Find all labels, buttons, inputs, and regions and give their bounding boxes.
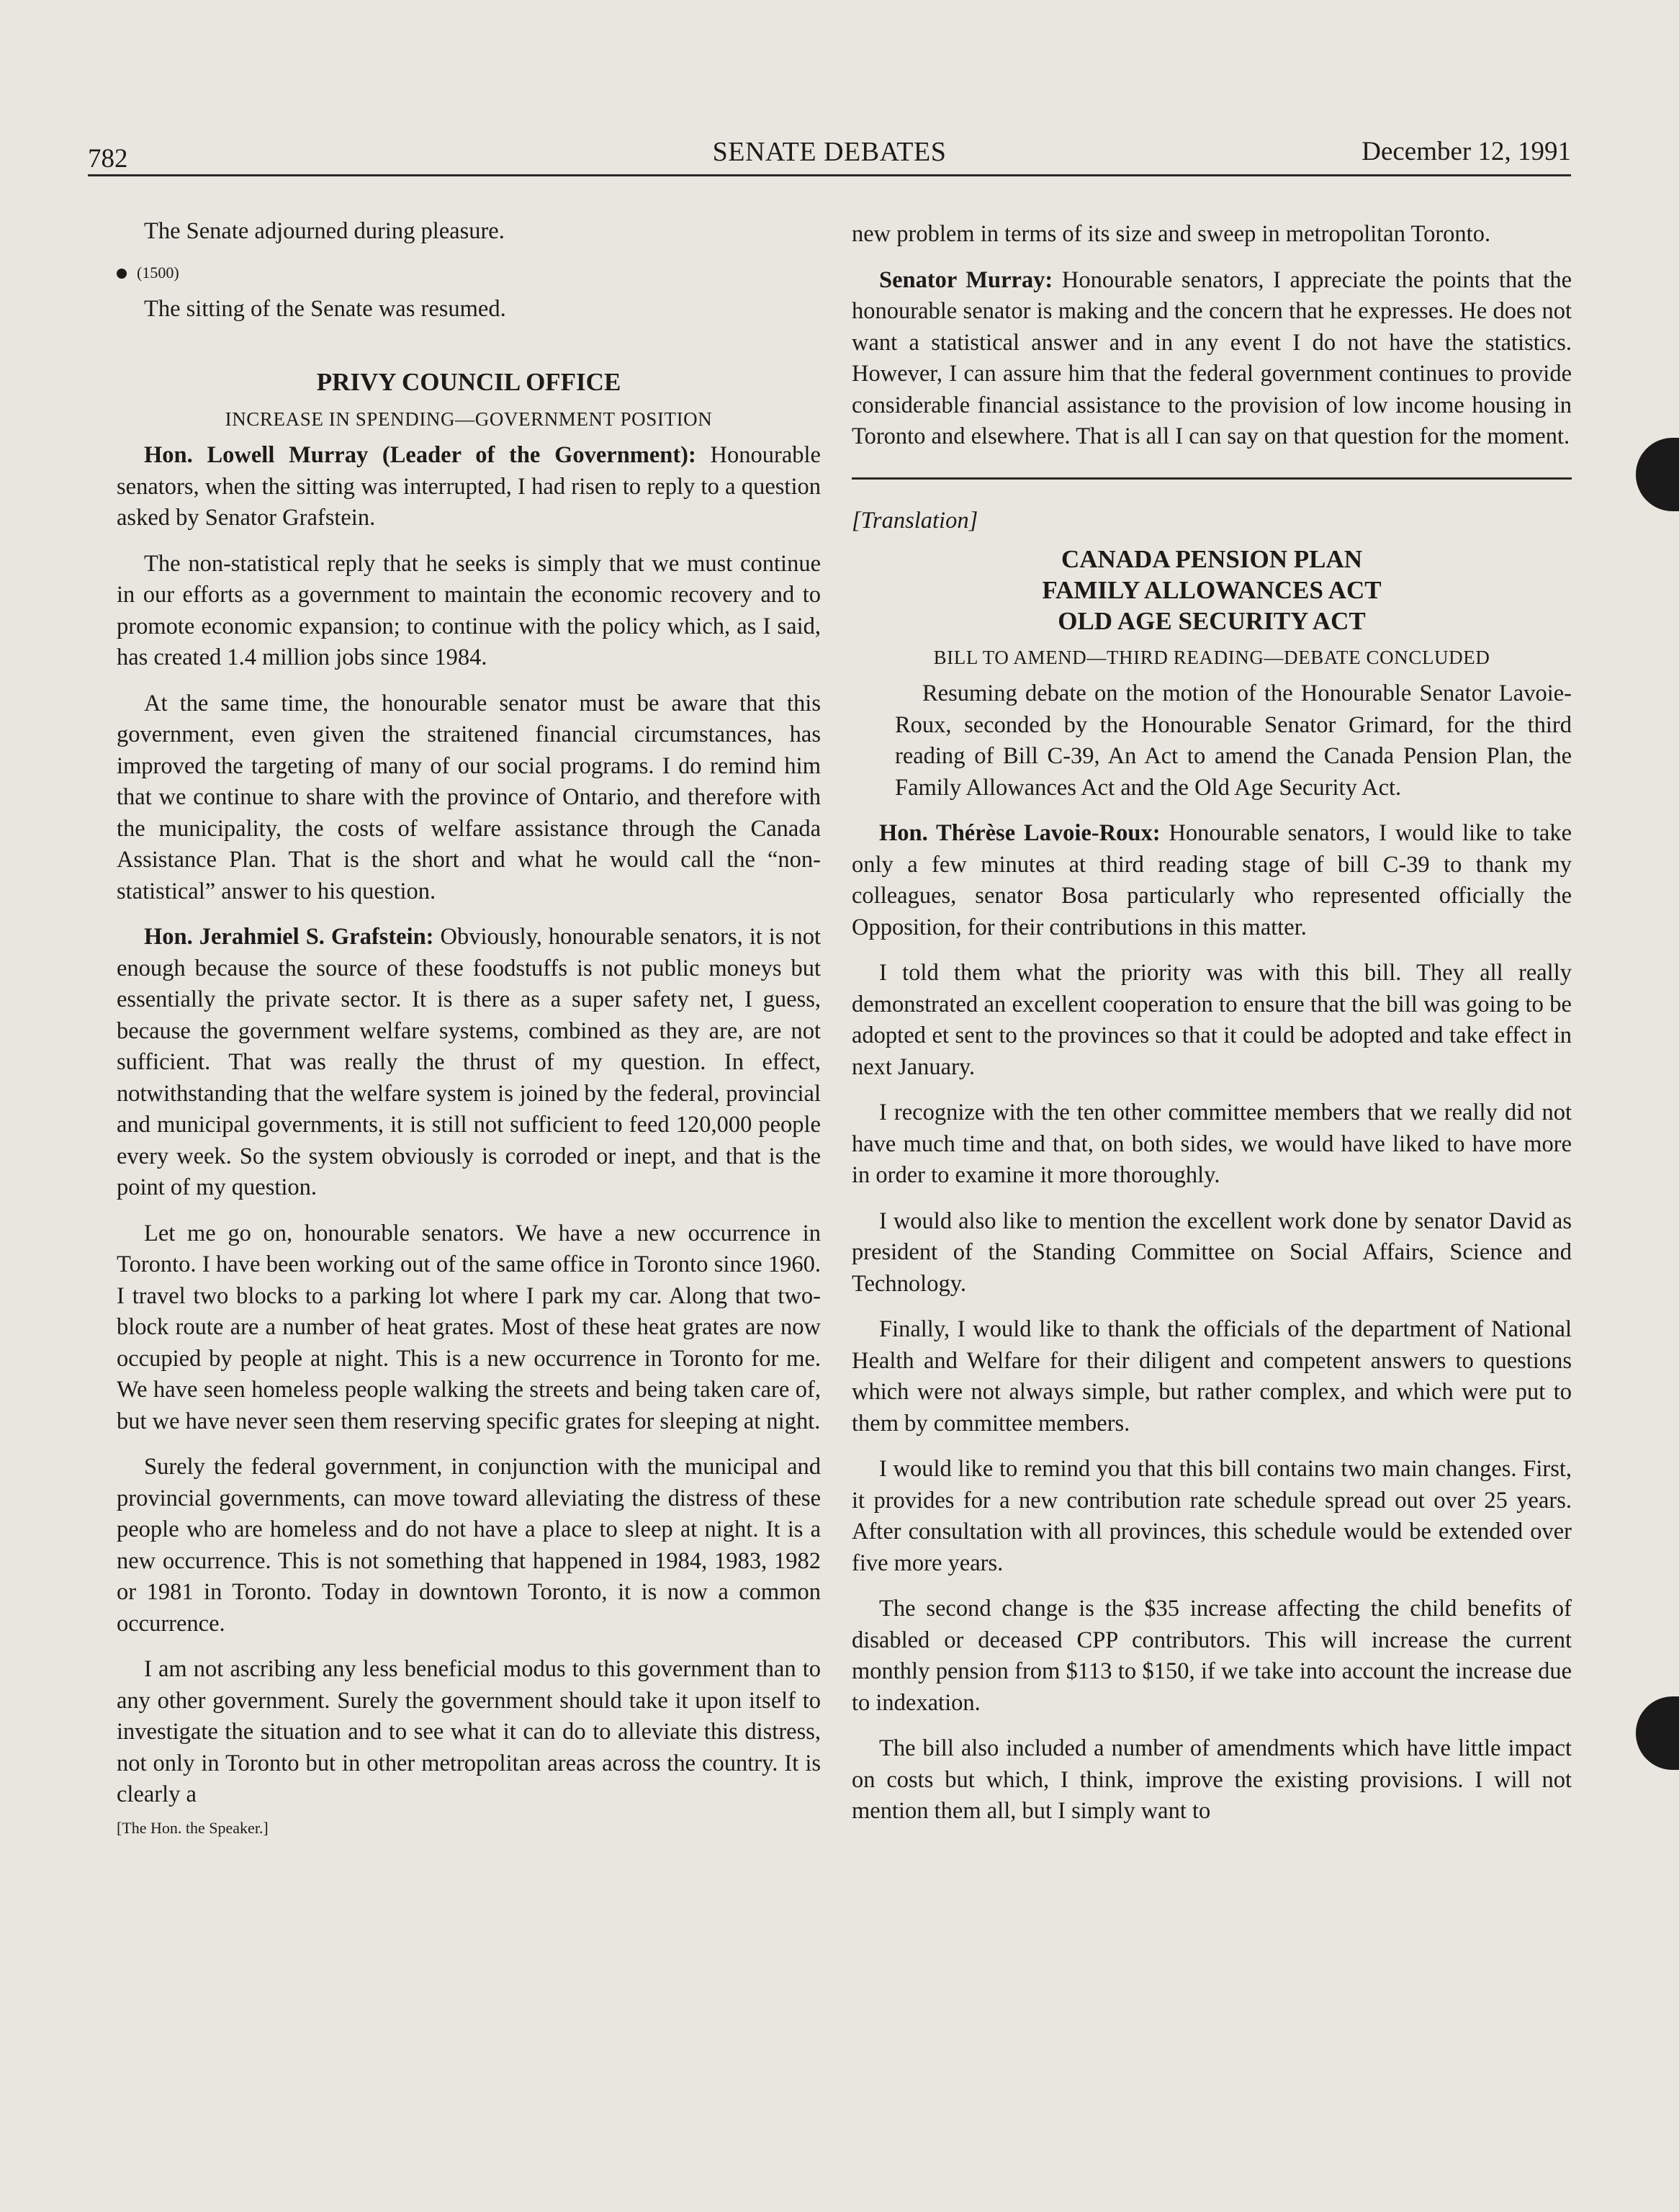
paragraph: Finally, I would like to thank the officials of the department of National Health and Welfare for their diligent and competent answers to questions which were not always simple, but rather complex, and which were put to them by committee members. xyxy=(852,1316,1572,1437)
section-divider xyxy=(852,477,1572,480)
speaker-note: [The Hon. the Speaker.] xyxy=(117,1818,269,1837)
bill-title-line: CANADA PENSION PLAN xyxy=(1061,545,1363,573)
bill-title xyxy=(852,544,1572,637)
paragraph: I recognize with the ten other committee members that we really did not have much time and that, on both sides, we would have liked to have more in order to examine it more thoroughly. xyxy=(852,1100,1572,1188)
time-marker-text: (1500) xyxy=(137,263,179,282)
bullet-icon xyxy=(117,269,127,279)
speech-text: Honourable senators, I would like to take only a few minutes at third reading stage of bill C-39 to thank my colleagues, senator Bosa particularly who represented officially the Opposition, for their contributions in this matter. xyxy=(852,820,1572,940)
bill-title-line: OLD AGE SECURITY ACT xyxy=(1058,607,1366,635)
paragraph: I would also like to mention the excellent work done by senator David as president of the Standing Committee on Social Affairs, Science and Technology. xyxy=(852,1208,1572,1297)
section-subtitle: INCREASE IN SPENDING—GOVERNMENT POSITION xyxy=(225,408,713,430)
paragraph: The sitting of the Senate was resumed. xyxy=(144,295,506,322)
paragraph: I would like to remind you that this bill contains two main changes. First, it provides for a new contribution rate schedule spread out over 25 years. After consultation with all provinces, this schedule would be extended over five more years. xyxy=(852,1456,1572,1576)
speaker-name: Hon. Jerahmiel S. Grafstein: xyxy=(144,924,434,950)
right-column xyxy=(852,219,1572,1842)
speech-text: Obviously, honourable senators, it is not enough because the source of these foodstuffs is not public moneys but essentially the private sector. It is there as a super safety net, I guess, because the government welfare systems, combined as they are, are not sufficient. That was really the thrust of my question. In effect, notwithstanding that the welfare system is joined by the federal, provincial and municipal governments, it is still not sufficient to feed 120,000 people every week. So the system obviously is corroded or inept, and that is the point of my question. xyxy=(117,924,821,1200)
paragraph xyxy=(117,440,821,534)
paragraph: The Senate adjourned during pleasure. xyxy=(144,218,505,244)
speaker-name: Senator Murray: xyxy=(879,266,1053,293)
section-title: PRIVY COUNCIL OFFICE xyxy=(316,368,621,396)
binder-hole-mark xyxy=(1636,1696,1679,1770)
paragraph: The non-statistical reply that he seeks is simply that we must continue in our efforts as a government to maintain the economic recovery and to promote economic expansion; to continue with the policy which, as I said, has created 1.4 million jobs since 1984. xyxy=(117,550,821,670)
bill-subtitle: BILL TO AMEND—THIRD READING—DEBATE CONCLUDED xyxy=(933,647,1490,668)
motion-text: Resuming debate on the motion of the Honourable Senator Lavoie-Roux, seconded by the Honourable Senator Grimard, for the third reading of Bill C-39, An Act to amend the Canada Pension Plan, the Family Allowances Act and the Old Age Security Act. xyxy=(895,680,1572,801)
paragraph xyxy=(117,922,821,1204)
speech-text: Honourable senators, when the sitting was interrupted, I had risen to reply to a question asked by Senator Grafstein. xyxy=(117,442,821,531)
binder-hole-mark xyxy=(1636,438,1679,511)
translation-note: [Translation] xyxy=(852,507,978,534)
page-header xyxy=(88,134,1571,176)
publication-date: December 12, 1991 xyxy=(1361,137,1571,166)
publication-title: SENATE DEBATES xyxy=(712,137,947,167)
paragraph: new problem in terms of its size and sweep in metropolitan Toronto. xyxy=(852,221,1491,247)
speech-text: Honourable senators, I appreciate the points that the honourable senator is making and the concern that he expresses. He does not want a statistical answer and in any event I do not have the statistics. However, I can assure him that the federal government continues to provide considerable financial assistance to the provision of low income housing in Toronto and elsewhere. That is all I can say on that question for the moment. xyxy=(852,266,1572,449)
bill-title-line: FAMILY ALLOWANCES ACT xyxy=(1042,576,1382,604)
paragraph: At the same time, the honourable senator must be aware that this government, even given the straitened financial circumstances, has improved the targeting of many of our social programs. I do remind him that we continue to share with the province of Ontario, and therefore with the municipality, the costs of welfare assistance through the Canada Assistance Plan. That is the short and what he would call the “non-statistical” answer to his question. xyxy=(117,690,821,904)
page-number: 782 xyxy=(88,144,128,174)
left-column xyxy=(117,216,821,1838)
time-marker xyxy=(117,262,821,284)
paragraph: The bill also included a number of amendments which have little impact on costs but which, I think, improve the existing provisions. I will not mention them all, but I simply want to xyxy=(852,1735,1572,1824)
paragraph: I am not ascribing any less beneficial modus to this government than to any other government. Surely the government should take it upon itself to investigate the situation and to see what it can do to alleviate this distress, not only in Toronto but in other metropolitan areas across the country. It is clearly a xyxy=(117,1656,821,1807)
paragraph xyxy=(852,265,1572,453)
paragraph: The second change is the $35 increase affecting the child benefits of disabled or deceased CPP contributors. This will increase the current monthly pension from $113 to $150, if we take into account the increase due to indexation. xyxy=(852,1596,1572,1716)
speaker-name: Hon. Lowell Murray (Leader of the Government): xyxy=(144,442,696,468)
paragraph: I told them what the priority was with this bill. They all really demonstrated an excellent cooperation to ensure that the bill was going to be adopted et sent to the provinces so that it could be adopted and take effect in next January. xyxy=(852,960,1572,1080)
speaker-name: Hon. Thérèse Lavoie-Roux: xyxy=(879,820,1161,846)
paragraph: Surely the federal government, in conjunction with the municipal and provincial governments, can move toward alleviating the distress of these people who are homeless and do not have a place to sleep at night. It is a new occurrence. This is not something that happened in 1984, 1983, 1982 or 1981 in Toronto. Today in downtown Toronto, it is now a common occurrence. xyxy=(117,1454,821,1637)
paragraph: Let me go on, honourable senators. We have a new occurrence in Toronto. I have been working out of the same office in Toronto since 1960. I travel two blocks to a parking lot where I park my car. Along that two-block route are a number of heat grates. Most of these heat grates are now occupied by people at night. This is a new occurrence in Toronto for me. We have seen homeless people walking the streets and being taken care of, but we have never seen them reserving specific grates for sleeping at night. xyxy=(117,1220,821,1434)
paragraph xyxy=(852,818,1572,943)
